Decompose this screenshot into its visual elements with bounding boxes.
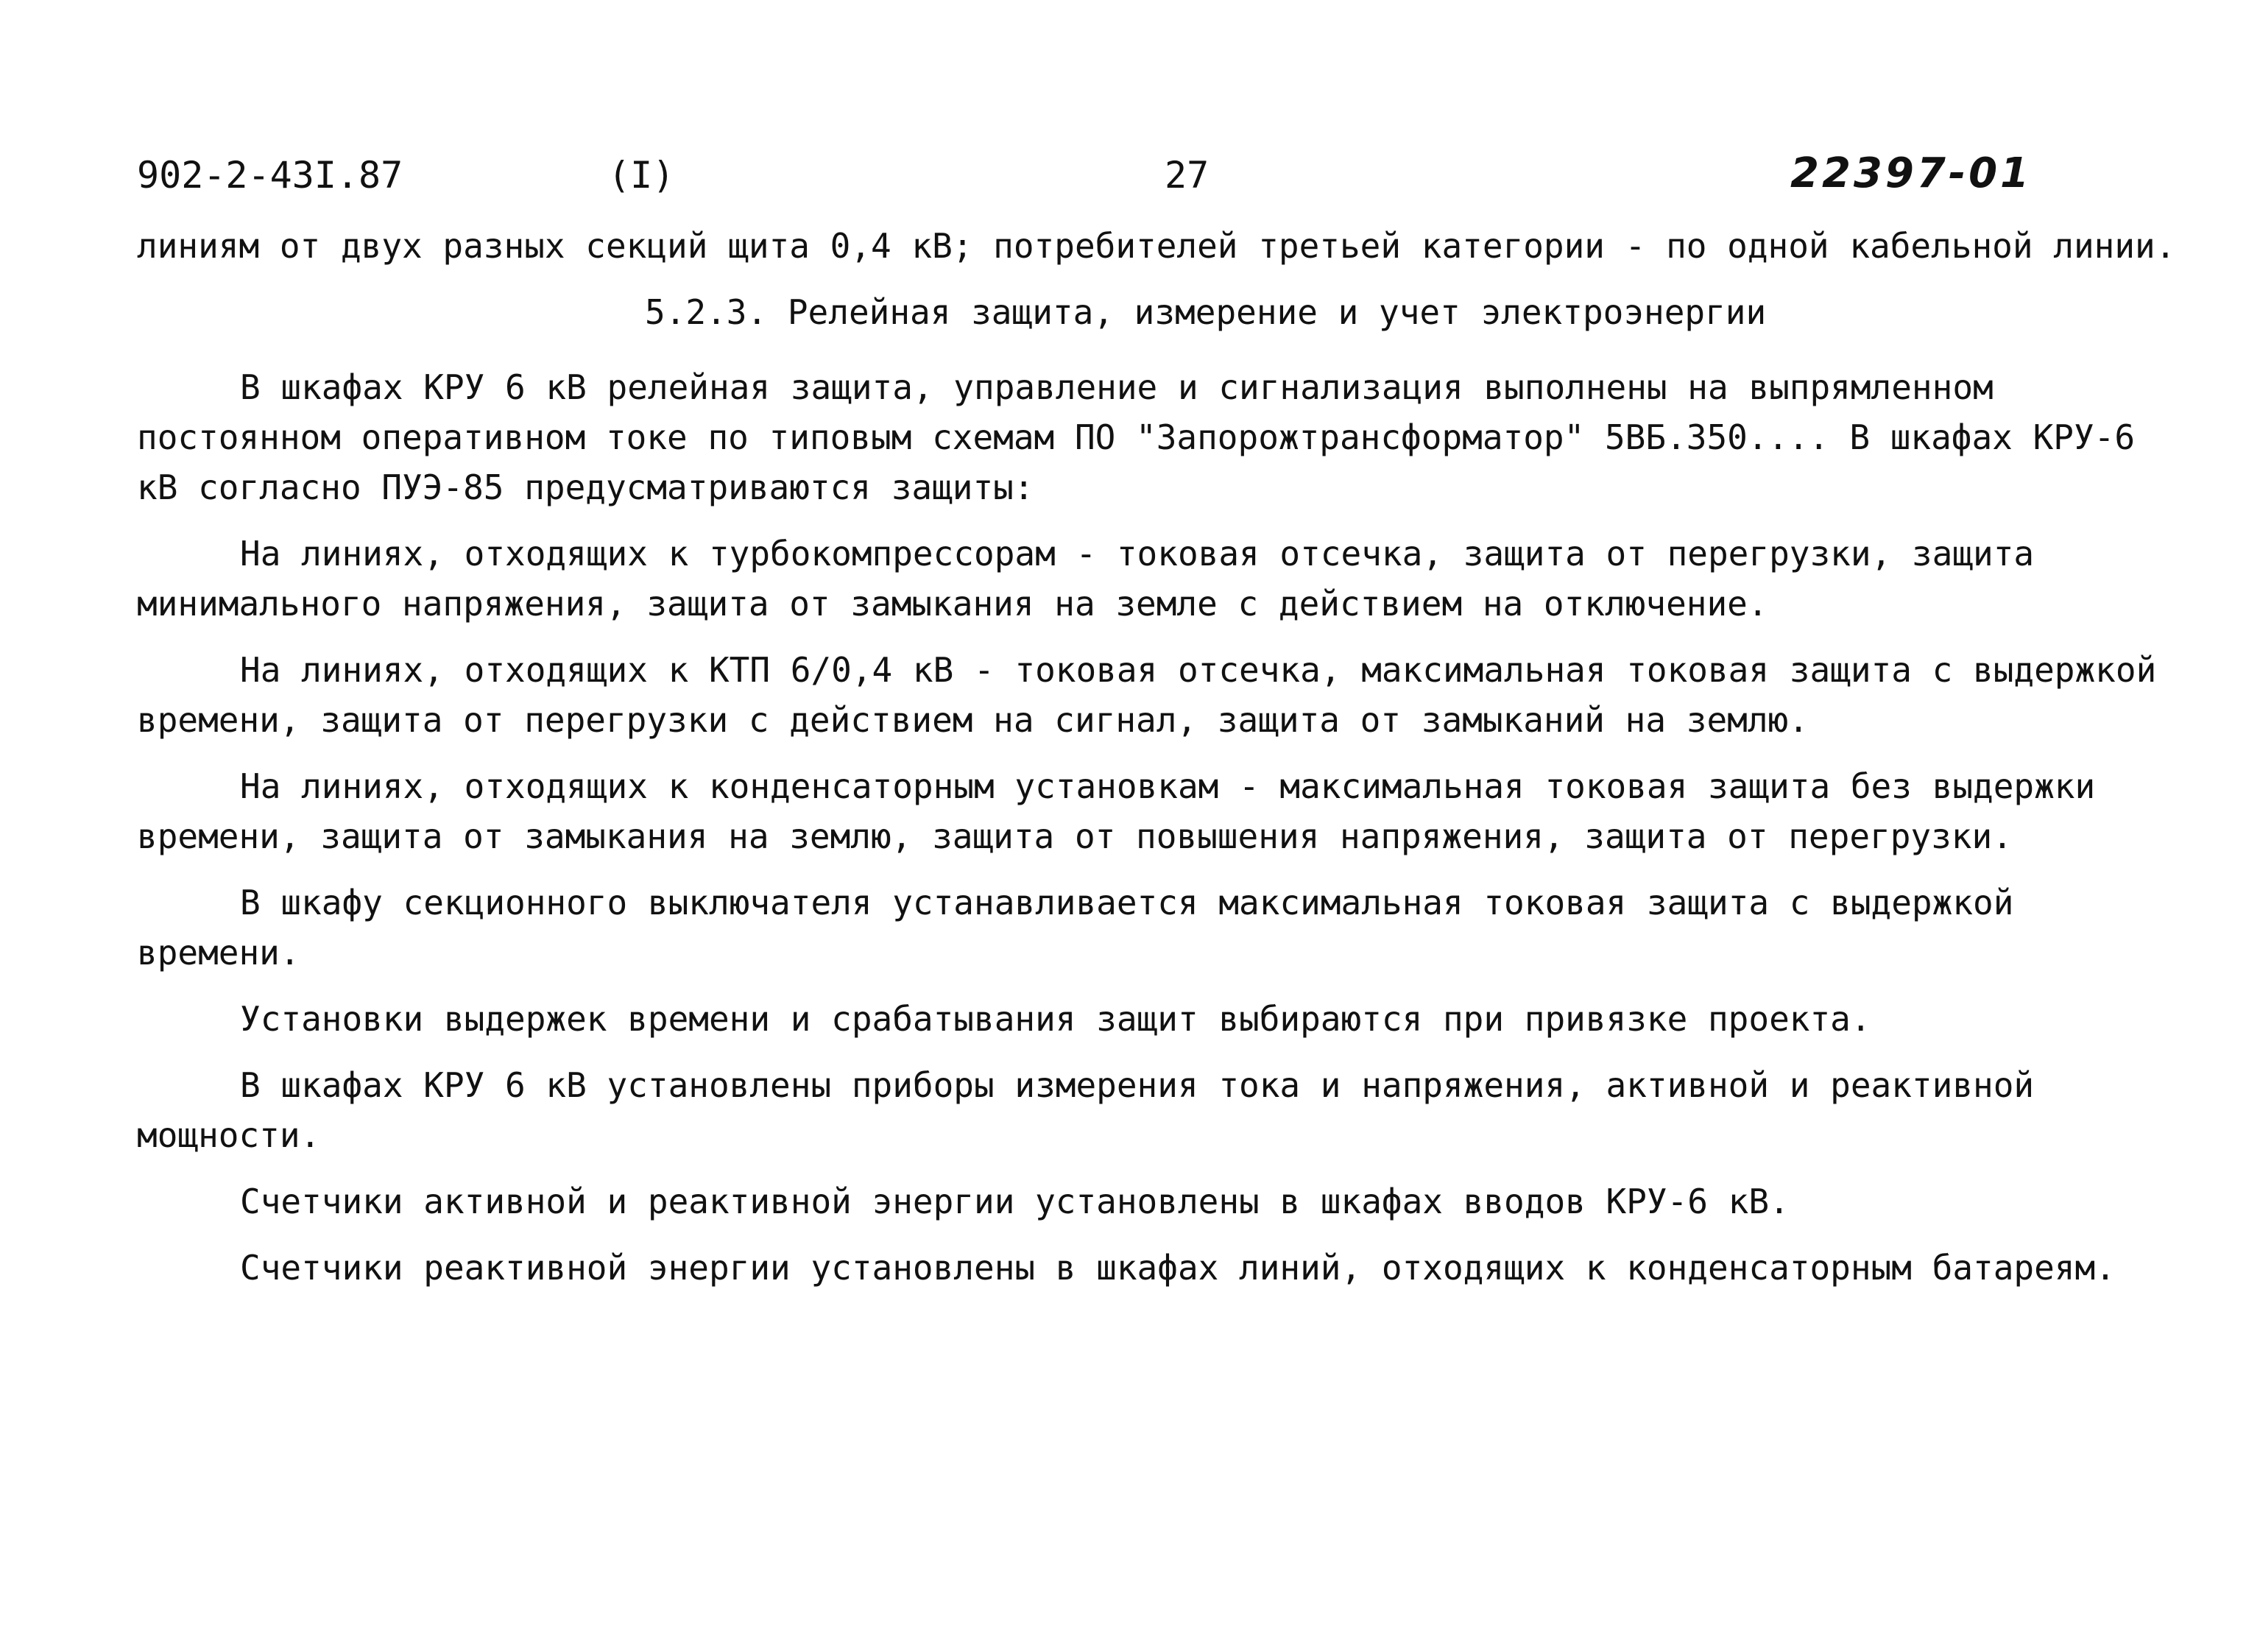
paragraph: В шкафах КРУ 6 кВ релейная защита, управление и сигнализация выполнены на выпрямленном постоянном оперативном токе по типовым схемам ПО "Запорожтрансформатор" 5ВБ.350.... В шкафах КРУ-6 кВ согласно ПУЭ-85 предусматриваются защиты: [137,367,2136,507]
page-number: 27 [1165,154,1210,197]
section-heading: 5.2.3. Релейная защита, измерение и учет электроэнергии [645,292,1767,332]
paragraph: В шкафу секционного выключателя устанавливается максимальная токовая защита с выдержкой времени. [137,883,2014,973]
sheet-marker: (I) [608,154,675,197]
intro-paragraph: линиям от двух разных секций щита 0,4 кВ; потребителей третьей категории - по одной кабельной линии. [137,226,2176,266]
document-body [137,221,2183,1309]
paragraph: Установки выдержек времени и срабатывания защит выбираются при привязке проекта. [240,999,1871,1039]
paragraph: На линиях, отходящих к конденсаторным установкам - максимальная токовая защита без выдержки времени, защита от замыкания на землю, защита от повышения напряжения, защита от перегрузки. [137,766,2096,856]
paragraph: В шкафах КРУ 6 кВ установлены приборы измерения тока и напряжения, активной и реактивной мощности. [137,1065,2035,1155]
paragraph: Счетчики активной и реактивной энергии установлены в шкафах вводов КРУ-6 кВ. [240,1182,1790,1221]
paragraph: На линиях, отходящих к турбокомпрессорам - токовая отсечка, защита от перегрузки, защита минимального напряжения, защита от замыкания на земле с действием на отключение. [137,534,2035,624]
paragraph: На линиях, отходящих к КТП 6/0,4 кВ - токовая отсечка, максимальная токовая защита с выдержкой времени, защита от перегрузки с действием на сигнал, защита от замыканий на землю. [137,650,2157,740]
document-code: 902-2-43I.87 [137,154,403,197]
paragraph: Счетчики реактивной энергии установлены в шкафах линий, отходящих к конденсаторным батареям. [240,1248,2116,1288]
inventory-number: 22397-01 [1790,149,2032,197]
